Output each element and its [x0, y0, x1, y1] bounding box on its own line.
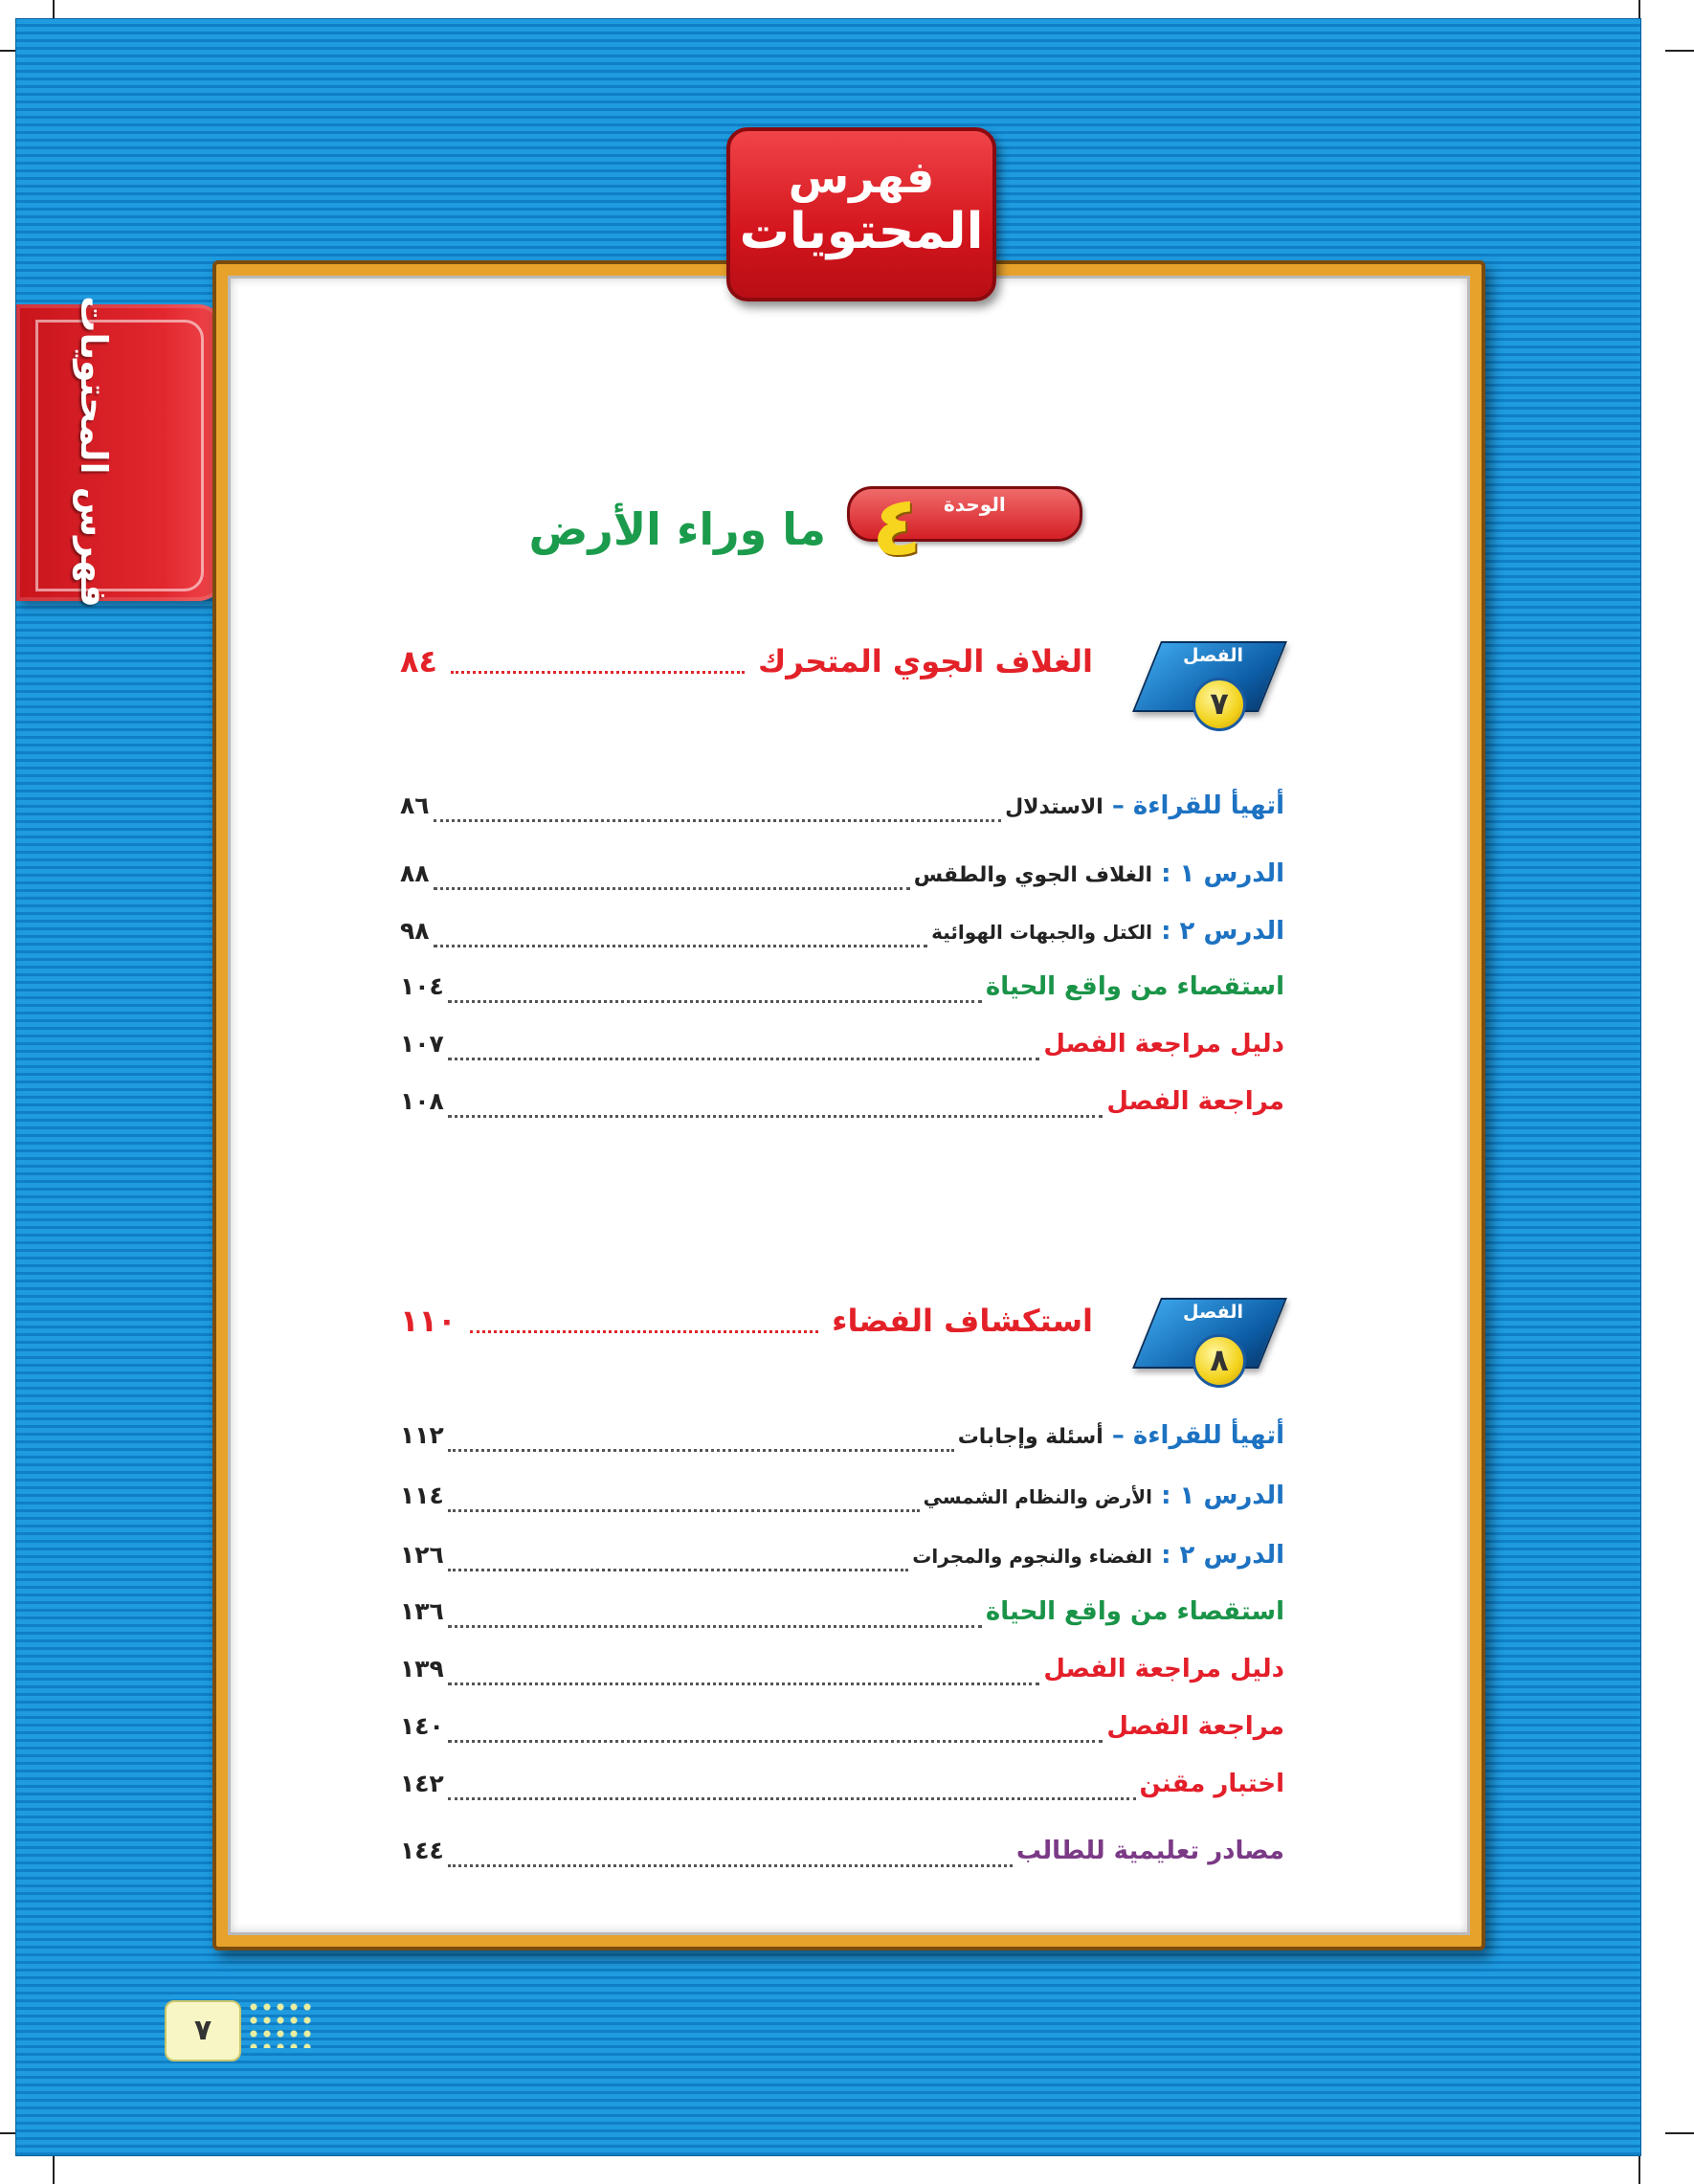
- toc-entry-page: ٨٨: [400, 859, 430, 887]
- unit-number: ٤: [871, 479, 923, 574]
- toc-entry-prefix: الدرس ٢ :: [1161, 1541, 1284, 1570]
- page-number: ٧: [165, 2000, 241, 2061]
- leader-dots: [470, 1330, 818, 1333]
- toc-entry-prefix: أتهيأ للقراءة –: [1111, 791, 1284, 820]
- toc-entry-prefix: الدرس ٢ :: [1161, 917, 1284, 946]
- toc-entry-page: ١٠٨: [400, 1087, 444, 1115]
- chapter-label: الفصل: [1183, 1302, 1244, 1323]
- toc-entry[interactable]: [400, 859, 1284, 902]
- toc-entry-title: [924, 1482, 1284, 1510]
- chapter-badge: [1147, 1288, 1290, 1384]
- toc-entry-resources[interactable]: [400, 1837, 1284, 1879]
- crop-mark: [1638, 2155, 1640, 2184]
- toc-entry-page: ١٠٤: [400, 972, 444, 1000]
- toc-entry-page: ١١٤: [400, 1482, 444, 1509]
- leader-dots: [448, 1740, 1103, 1743]
- side-tab-label: فهرس المحتويات: [73, 296, 115, 608]
- toc-entry-title: اختبار مقنن: [1139, 1770, 1284, 1798]
- toc-entry[interactable]: [400, 1770, 1284, 1812]
- toc-entry-text: الأرض والنظام الشمسي: [923, 1485, 1153, 1508]
- toc-entry-text: الغلاف الجوي والطقس: [913, 863, 1153, 887]
- toc-entry-title: [914, 859, 1284, 888]
- leader-dots: [434, 887, 910, 890]
- toc-entry-prefix: أتهيأ للقراءة –: [1111, 1421, 1284, 1450]
- toc-entry-page: ٩٨: [400, 917, 430, 945]
- leader-dots: [448, 1058, 1040, 1060]
- toc-entry-text: الكتل والجبهات الهوائية: [931, 921, 1153, 944]
- side-tab: [16, 304, 225, 601]
- toc-entry[interactable]: [400, 917, 1284, 959]
- chapter-heading[interactable]: [400, 1303, 1093, 1345]
- toc-entry-text: أسئلة وإجابات: [957, 1425, 1103, 1449]
- unit-title: ما وراء الأرض: [528, 503, 826, 555]
- decorative-dots: [247, 2000, 314, 2048]
- toc-entry[interactable]: [400, 1482, 1284, 1524]
- chapter-title: استكشاف الفضاء: [832, 1303, 1093, 1339]
- toc-entry[interactable]: [400, 1655, 1284, 1697]
- toc-entry[interactable]: [400, 1712, 1284, 1754]
- toc-entry-prefix: الدرس ١ :: [1161, 859, 1284, 888]
- toc-entry-page: ١٤٠: [400, 1712, 444, 1740]
- leader-dots: [448, 1625, 982, 1628]
- leader-dots: [448, 1115, 1103, 1118]
- toc-entry-page: ١٠٧: [400, 1030, 444, 1058]
- toc-entry-title: [958, 1421, 1284, 1450]
- toc-entry-title: مراجعة الفصل: [1106, 1087, 1284, 1116]
- page-title-badge: [726, 127, 996, 301]
- toc-entry[interactable]: [400, 1087, 1284, 1129]
- leader-dots: [448, 1000, 982, 1003]
- toc-entry-text: الاستدلال: [1005, 795, 1103, 819]
- toc-entry[interactable]: [400, 1541, 1284, 1583]
- toc-entry-title: دليل مراجعة الفصل: [1043, 1030, 1284, 1059]
- leader-dots: [448, 1683, 1040, 1685]
- toc-entry-title: استقصاء من واقع الحياة: [985, 1597, 1284, 1626]
- chapter-number: ٨: [1192, 1334, 1246, 1388]
- chapter-badge: [1147, 632, 1290, 727]
- unit-label: الوحدة: [944, 493, 1006, 516]
- toc-entry-page: ١٤٢: [400, 1770, 444, 1797]
- toc-entry-text: الفضاء والنجوم والمجرات: [912, 1545, 1153, 1568]
- toc-entry-title: مراجعة الفصل: [1106, 1712, 1284, 1741]
- toc-entry[interactable]: [400, 972, 1284, 1014]
- toc-entry[interactable]: [400, 791, 1284, 834]
- side-tab-border: [35, 320, 204, 591]
- leader-dots: [434, 819, 1002, 822]
- toc-entry-page: ١٣٦: [400, 1597, 444, 1625]
- chapter-page: ١١٠: [400, 1303, 457, 1339]
- toc-entry-page: ١٣٩: [400, 1655, 444, 1683]
- page-title-line1: فهرس: [788, 151, 935, 203]
- chapter-page: ٨٤: [400, 643, 438, 680]
- toc-entry-title: [912, 1541, 1284, 1570]
- leader-dots: [448, 1449, 954, 1452]
- toc-entry-title: [1005, 791, 1284, 820]
- toc-entry-title: [931, 917, 1284, 946]
- toc-entry-prefix: الدرس ١ :: [1161, 1482, 1284, 1510]
- toc-entry[interactable]: [400, 1421, 1284, 1463]
- toc-entry-page: ١١٢: [400, 1421, 444, 1449]
- chapter-title: الغلاف الجوي المتحرك: [757, 643, 1093, 680]
- crop-mark: [53, 2155, 55, 2184]
- toc-entry-title: استقصاء من واقع الحياة: [985, 972, 1284, 1001]
- toc-entry[interactable]: [400, 1597, 1284, 1639]
- crop-mark: [1665, 50, 1694, 52]
- chapter-number: ٧: [1192, 678, 1246, 731]
- page-title-line2: المحتويات: [739, 203, 984, 260]
- toc-entry-title: مصادر تعليمية للطالب: [1015, 1837, 1284, 1865]
- toc-entry-title: دليل مراجعة الفصل: [1043, 1655, 1284, 1683]
- chapter-heading[interactable]: [400, 643, 1093, 685]
- leader-dots: [451, 671, 745, 674]
- leader-dots: [448, 1509, 920, 1512]
- leader-dots: [448, 1797, 1136, 1800]
- toc-entry-page: ١٢٦: [400, 1541, 444, 1569]
- toc-entry-page: ٨٦: [400, 791, 430, 819]
- leader-dots: [434, 945, 928, 947]
- leader-dots: [448, 1864, 1013, 1867]
- chapter-label: الفصل: [1183, 645, 1244, 666]
- crop-mark: [1665, 2132, 1694, 2134]
- toc-entry[interactable]: [400, 1030, 1284, 1072]
- toc-entry-page: ١٤٤: [400, 1837, 444, 1864]
- leader-dots: [448, 1569, 909, 1571]
